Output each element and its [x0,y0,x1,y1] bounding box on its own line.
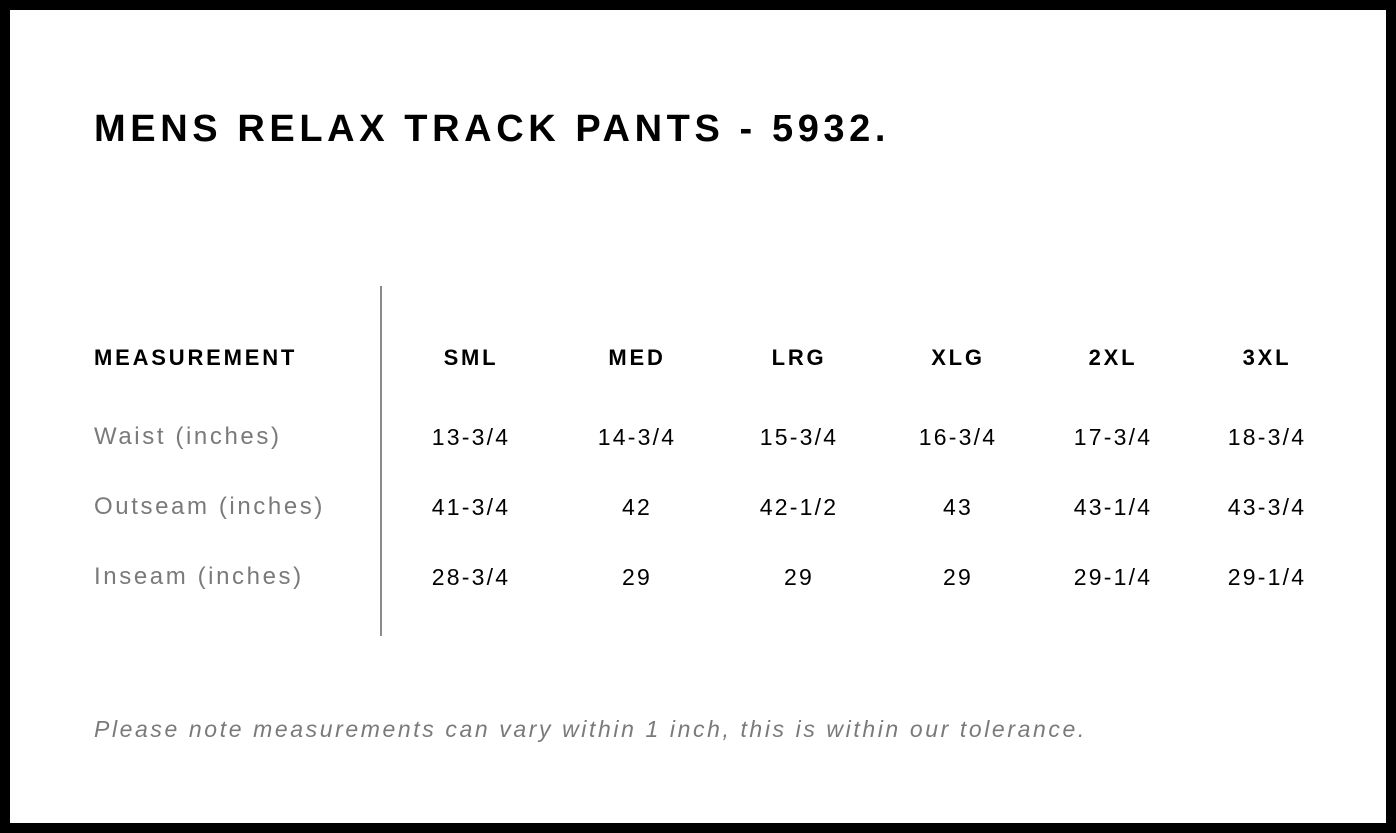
size-header-2xl: 2XL [1088,345,1138,370]
table-cell: 29 [622,564,652,590]
row-label-inseam: Inseam (inches) [94,563,304,590]
table-cell: 29 [784,564,814,590]
table-cell: 16-3/4 [918,424,998,450]
table-cell: 29 [943,564,973,590]
table-cell: 18-3/4 [1227,424,1307,450]
table-cell: 15-3/4 [759,424,839,450]
table-cell: 14-3/4 [597,424,677,450]
table-cell: 13-3/4 [431,424,511,450]
row-label-outseam: Outseam (inches) [94,493,325,520]
size-header-xlg: XLG [931,345,985,370]
table-cell: 17-3/4 [1073,424,1153,450]
tolerance-note: Please note measurements can vary within 1 inch, this is within our tolerance. [94,716,1087,742]
page-title: MENS RELAX TRACK PANTS - 5932. [94,108,891,150]
table-cell: 42 [622,494,652,520]
row-label-waist: Waist (inches) [94,423,282,450]
size-header-3xl: 3XL [1242,345,1292,370]
size-header-lrg: LRG [771,345,827,370]
table-cell: 43 [943,494,973,520]
column-divider [380,286,382,636]
table-cell: 43-3/4 [1227,494,1307,520]
table-cell: 28-3/4 [431,564,511,590]
table-cell: 42-1/2 [759,494,839,520]
table-cell: 41-3/4 [431,494,511,520]
measurement-header: MEASUREMENT [94,345,298,370]
size-header-sml: SML [443,345,499,370]
table-cell: 43-1/4 [1073,494,1153,520]
table-cell: 29-1/4 [1073,564,1153,590]
table-cell: 29-1/4 [1227,564,1307,590]
size-header-med: MED [608,345,666,370]
